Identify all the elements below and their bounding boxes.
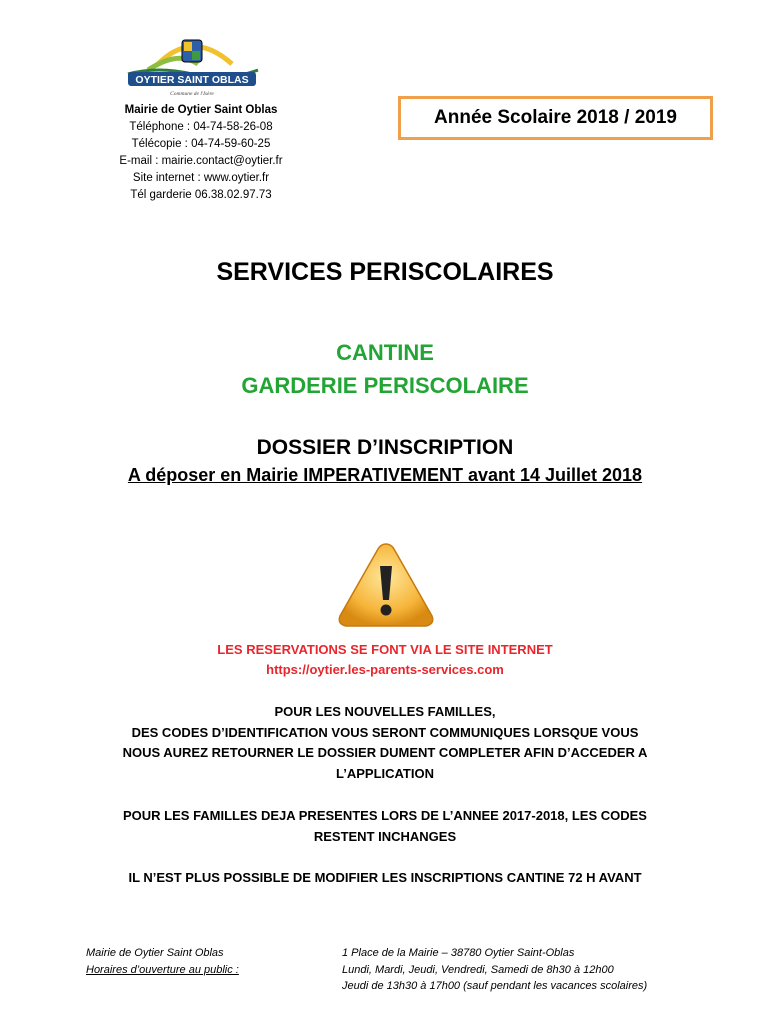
deadline-text: A déposer en Mairie IMPERATIVEMENT avant 14 Juillet 2018 <box>127 465 643 485</box>
footer-left <box>86 945 239 978</box>
footer-hours-label: Horaires d’ouverture au public : <box>86 963 239 976</box>
logo-title: OYTIER SAINT OBLAS <box>135 74 249 86</box>
new-families-line: DES CODES D’IDENTIFICATION VOUS SERONT COMMUNIQUES LORSQUE VOUS <box>131 724 639 740</box>
page-title: SERVICES PERISCOLAIRES <box>216 258 554 286</box>
logo-subtitle: Commune de l'Isère <box>170 91 214 97</box>
reservation-notice <box>0 640 770 680</box>
contact-email: E-mail : mairie.contact@oytier.fr <box>119 155 283 167</box>
dossier-title: DOSSIER D’INSCRIPTION <box>256 436 514 459</box>
contact-website: Site internet : www.oytier.fr <box>132 172 270 184</box>
warning-icon <box>336 540 436 630</box>
contact-phone: Téléphone : 04-74-58-26-08 <box>129 121 273 133</box>
contact-name: Mairie de Oytier Saint Oblas <box>124 104 278 116</box>
existing-families-line: RESTENT INCHANGES <box>313 828 457 844</box>
existing-families-line: POUR LES FAMILLES DEJA PRESENTES LORS DE L’ANNEE 2017-2018, LES CODES <box>123 808 647 823</box>
footer-right <box>342 945 647 995</box>
new-families-line: NOUS AUREZ RETOURNER LE DOSSIER DUMENT COMPLETER AFIN D’ACCEDER A <box>122 745 648 760</box>
service-cantine: CANTINE <box>336 340 434 365</box>
new-families-line: L’APPLICATION <box>336 765 434 781</box>
reservation-url[interactable]: https://oytier.les-parents-services.com <box>266 662 504 677</box>
footer-hours-weekdays: Lundi, Mardi, Jeudi, Vendredi, Samedi de 8h30 à 12h00 <box>342 963 614 976</box>
reservation-text: LES RESERVATIONS SE FONT VIA LE SITE INTERNET <box>217 642 553 657</box>
new-families-paragraph <box>60 702 710 784</box>
school-year-label: Année Scolaire 2018 / 2019 <box>434 107 677 128</box>
contact-fax: Télécopie : 04-74-59-60-25 <box>131 138 271 150</box>
footer-hours-thursday: Jeudi de 13h30 à 17h00 (sauf pendant les vacances scolaires) <box>342 980 648 992</box>
modification-notice: IL N’EST PLUS POSSIBLE DE MODIFIER LES INSCRIPTIONS CANTINE 72 H AVANT <box>128 870 642 885</box>
contact-block <box>95 102 307 204</box>
existing-families-paragraph <box>60 806 710 847</box>
footer-address: 1 Place de la Mairie – 38780 Oytier Saint-Oblas <box>342 947 575 959</box>
new-families-line: POUR LES NOUVELLES FAMILLES, <box>274 704 496 719</box>
service-garderie: GARDERIE PERISCOLAIRE <box>241 373 529 398</box>
contact-daycare-phone: Tél garderie 06.38.02.97.73 <box>130 189 272 201</box>
school-year-box <box>398 96 713 140</box>
town-logo <box>118 30 266 98</box>
footer-mairie-name: Mairie de Oytier Saint Oblas <box>86 947 224 959</box>
deadline-notice <box>0 465 770 486</box>
